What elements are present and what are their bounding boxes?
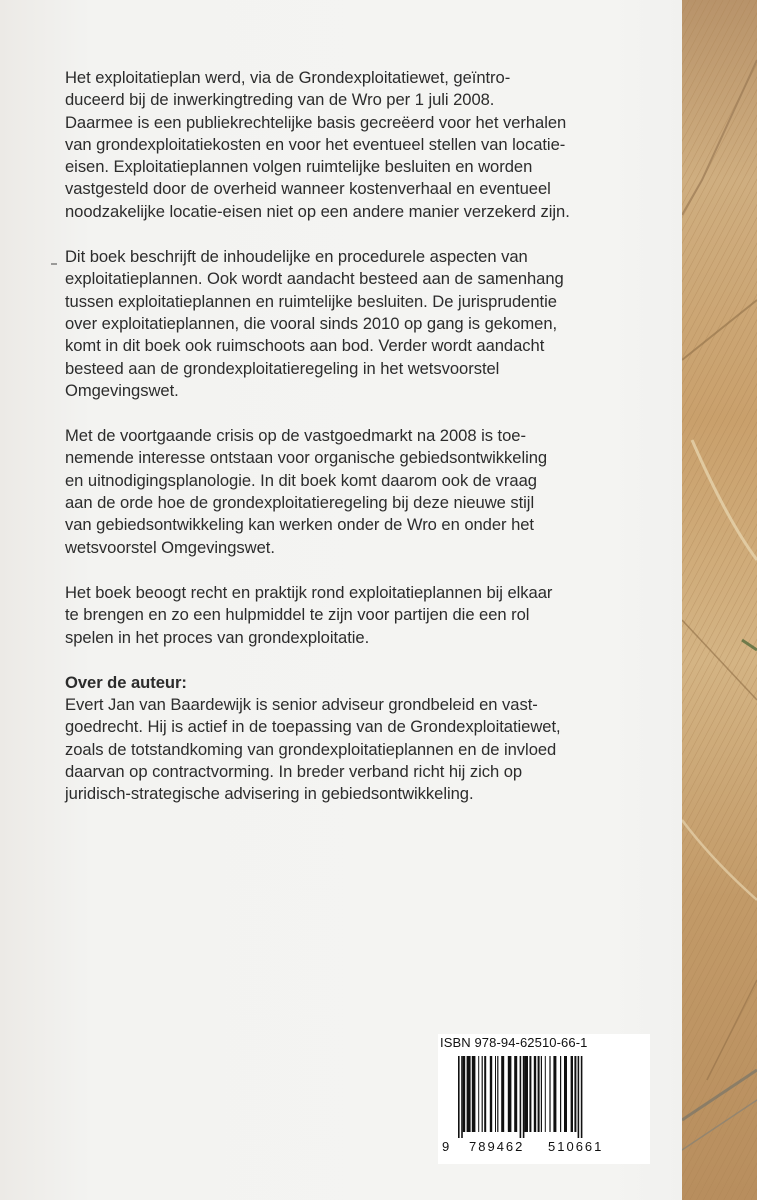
author-bio: Evert Jan van Baardewijk is senior adviseur grondbeleid en vast- goedrecht. Hij is actief in de toepassing van de Grondexploitatiewet, zoals de totstandkoming van grondexploitatieplannen en de invloed daarvan op contractvorming. In breder verband richt hij zich op juridisch-strategische advisering in gebiedsontwikkeling. <box>65 695 561 804</box>
barcode-bar <box>501 1056 504 1132</box>
field-photo-image <box>682 0 757 1200</box>
barcode-bar <box>478 1056 479 1132</box>
barcode-bar <box>534 1056 536 1132</box>
barcode-bar <box>560 1056 561 1132</box>
barcode-group-1: 789462 <box>469 1139 525 1154</box>
barcode-bar <box>490 1056 492 1132</box>
barcode-bar <box>467 1056 471 1132</box>
barcode-bars <box>456 1056 636 1138</box>
barcode-bar <box>461 1056 463 1138</box>
barcode-bar <box>524 1056 528 1132</box>
blurb-text <box>65 67 665 806</box>
paragraph-3: Met de voortgaande crisis op de vastgoedmarkt na 2008 is toe- nemende interesse ontstaan voor organische gebiedsontwikkeling en uitnodigingsplanologie. In dit boek komt daarom ook de vraag aan de orde hoe de grondexploitatieregeling bij deze nieuwe stijl van gebiedsontwikkeling kan werken onder de Wro en onder het wetsvoorstel Omgevingswet. <box>65 426 548 557</box>
barcode-bar <box>538 1056 540 1132</box>
isbn-label: ISBN 978-94-62510-66-1 <box>440 1035 588 1050</box>
barcode-bar <box>508 1056 512 1132</box>
barcode-bar <box>545 1056 546 1132</box>
barcode-bar <box>482 1056 483 1132</box>
barcode-bar <box>472 1056 476 1132</box>
barcode-group-2: 510661 <box>548 1139 604 1154</box>
barcode-lead-digit: 9 <box>442 1139 450 1154</box>
aerial-field-photo <box>682 0 757 1200</box>
barcode-bar <box>581 1056 583 1138</box>
paragraph-4: Het boek beoogt recht en praktijk rond exploitatieplannen bij elkaar te brengen en zo een hulpmiddel te zijn voor partijen die een rol spelen in het proces van grondexploitatie. <box>65 582 553 647</box>
barcode-bar <box>497 1056 498 1132</box>
barcode-bar <box>520 1056 522 1138</box>
barcode-bar <box>523 1056 525 1138</box>
isbn-barcode <box>438 1034 650 1164</box>
barcode-bar <box>484 1056 486 1132</box>
barcode-bar <box>578 1056 580 1138</box>
barcode-bar <box>553 1056 556 1132</box>
barcode-bar <box>571 1056 573 1132</box>
barcode-bar <box>514 1056 517 1132</box>
author-heading: Over de auteur: <box>65 672 187 692</box>
margin-mark <box>51 263 57 265</box>
barcode-bar <box>549 1056 550 1132</box>
paragraph-2: Dit boek beschrijft de inhoudelijke en procedurele aspecten van exploitatieplannen. Ook wordt aandacht besteed aan de samenhang tussen exploitatieplannen en ruimtelijke besluiten. De jurisprudentie over exploitatieplannen, die vooral sinds 2010 op gang is gekomen, komt in dit boek ook ruimschoots aan bod. Verder wordt aandacht besteed aan de grondexploitatieregeling in het wetsvoorstel Omgevingswet. <box>65 247 564 400</box>
barcode-bar <box>574 1056 576 1132</box>
barcode-bar <box>495 1056 496 1132</box>
paragraph-1: Het exploitatieplan werd, via de Grondexploitatiewet, geïntro- duceerd bij de inwerkingtreding van de Wro per 1 juli 2008. Daarmee is een publiekrechtelijke basis gecreëerd voor het verhalen van grondexploitatiekosten en voor het eventueel stellen van locatie- eisen. Exploitatieplannen volgen ruimtelijke besluiten en worden vastgesteld door de overheid wanneer kostenverhaal en eventueel noodzakelijke locatie-eisen niet op een andere manier verzekerd zijn. <box>65 68 570 221</box>
barcode-bar <box>529 1056 531 1132</box>
barcode-bar <box>458 1056 460 1138</box>
barcode-bar <box>564 1056 567 1132</box>
barcode-bar <box>541 1056 542 1132</box>
barcode-bar <box>463 1056 465 1132</box>
